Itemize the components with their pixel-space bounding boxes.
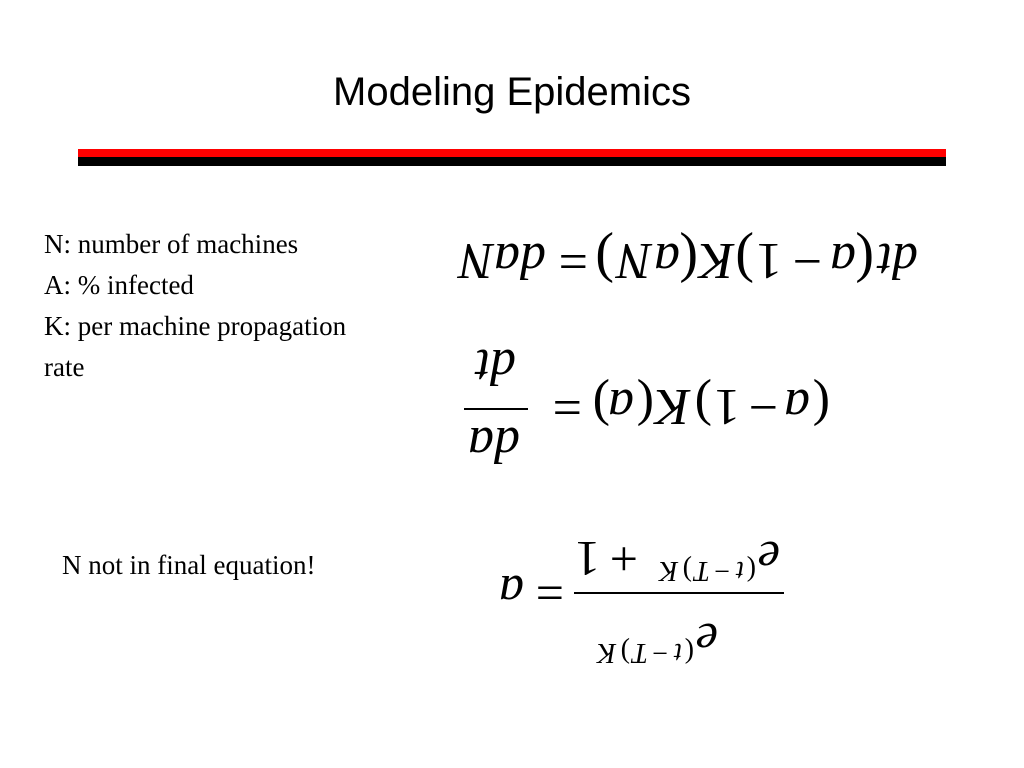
definition-k: K: per machine propagation [44, 311, 347, 341]
svg-text:dt: dt [475, 338, 516, 395]
svg-text:(: ( [812, 378, 830, 435]
svg-text:−: − [652, 637, 668, 668]
svg-text:(: ( [855, 231, 874, 293]
svg-text:(: ( [684, 637, 694, 668]
svg-text:1: 1 [714, 378, 740, 435]
definition-k-continued: rate [44, 352, 85, 382]
svg-text:−: − [748, 378, 778, 435]
definition-n: N: number of machines [44, 229, 299, 259]
svg-text:): ) [694, 378, 712, 435]
svg-text:−: − [714, 555, 730, 586]
svg-text:da: da [468, 416, 520, 473]
svg-text:=: = [552, 378, 582, 435]
svg-text:=: = [558, 232, 588, 289]
svg-text:K: K [659, 555, 678, 586]
svg-text:K: K [699, 232, 734, 289]
svg-text:a: a [784, 378, 810, 435]
final-equation-note: N not in final equation! [62, 550, 316, 580]
definition-a: A: % infected [44, 270, 194, 300]
svg-text:N: N [459, 232, 494, 289]
svg-text:T: T [632, 637, 648, 668]
svg-text:): ) [595, 231, 614, 293]
svg-text:K: K [597, 637, 616, 668]
svg-text:a: a [608, 378, 634, 435]
svg-text:e: e [757, 531, 780, 587]
svg-text:(: ( [679, 231, 698, 293]
title-underline-black [78, 157, 946, 166]
svg-text:dt: dt [877, 232, 918, 289]
svg-text:da: da [494, 232, 546, 289]
slide-title: Modeling Epidemics [333, 70, 691, 114]
svg-text:): ) [620, 637, 630, 668]
svg-text:1: 1 [756, 232, 782, 289]
rate-equation [456, 340, 836, 480]
svg-text:a: a [654, 232, 680, 289]
svg-text:a: a [499, 565, 524, 621]
svg-text:=: = [535, 565, 564, 621]
svg-text:): ) [592, 378, 610, 435]
svg-text:(: ( [636, 378, 654, 435]
svg-text:T: T [694, 555, 710, 586]
svg-text:a: a [830, 232, 856, 289]
svg-text:t: t [736, 555, 744, 586]
title-underline-red [78, 149, 946, 157]
svg-text:): ) [682, 555, 692, 586]
svg-text:t: t [674, 637, 682, 668]
svg-text:1: 1 [575, 531, 600, 587]
svg-text:+: + [609, 531, 638, 587]
svg-text:N: N [617, 232, 652, 289]
svg-text:e: e [695, 613, 718, 669]
svg-text:): ) [735, 231, 754, 293]
svg-text:−: − [792, 232, 822, 289]
svg-text:(: ( [746, 555, 756, 586]
solution-equation [494, 520, 814, 670]
svg-text:K: K [655, 378, 690, 435]
variable-definitions [44, 224, 444, 388]
differential-equation [432, 226, 922, 296]
